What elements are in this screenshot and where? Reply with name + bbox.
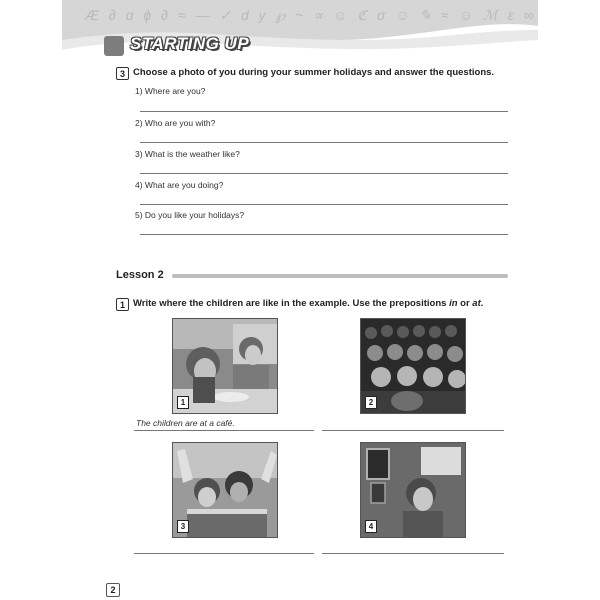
- photo-number: 3: [177, 520, 189, 533]
- photo-child-museum: [360, 442, 466, 538]
- instruction-text: Write where the children are like in the example. Use the prepositions: [133, 298, 450, 309]
- answer-line-2[interactable]: [140, 142, 508, 143]
- page-number: 2: [106, 583, 120, 597]
- exercise-number-box: 1: [116, 298, 129, 311]
- photo-children-cafe: [172, 318, 278, 414]
- preposition-in: in: [449, 298, 458, 309]
- answer-line-photo-3[interactable]: [134, 553, 314, 554]
- preposition-at: at: [472, 298, 481, 309]
- section-marker-block: [104, 36, 124, 56]
- lesson-title: Lesson 2: [116, 269, 164, 281]
- photo-children-ride: [172, 442, 278, 538]
- instruction-text: .: [480, 298, 484, 309]
- answer-line-photo-1[interactable]: [134, 430, 314, 431]
- photo-children-cinema: [360, 318, 466, 414]
- answer-line-3[interactable]: [140, 173, 508, 174]
- section-title: STARTING UP: [130, 34, 250, 53]
- exercise-number-box: 3: [116, 67, 129, 80]
- question-2: 2) Who are you with?: [135, 118, 216, 128]
- photo-number: 2: [365, 396, 377, 409]
- exercise-instruction: [133, 298, 483, 309]
- instruction-text: or: [457, 298, 473, 309]
- question-3: 3) What is the weather like?: [135, 149, 240, 159]
- answer-line-photo-4[interactable]: [322, 553, 504, 554]
- answer-line-5[interactable]: [140, 234, 508, 235]
- answer-line-4[interactable]: [140, 204, 508, 205]
- question-5: 5) Do you like your holidays?: [135, 210, 245, 220]
- question-4: 4) What are you doing?: [135, 180, 224, 190]
- photo-number: 4: [365, 520, 377, 533]
- example-answer: The children are at a café.: [136, 418, 235, 428]
- photo-number: 1: [177, 396, 189, 409]
- question-1: 1) Where are you?: [135, 86, 206, 96]
- exercise-instruction: Choose a photo of you during your summer holidays and answer the questions.: [133, 67, 495, 78]
- answer-line-photo-2[interactable]: [322, 430, 504, 431]
- header-doodles: Æ ∂ ɑ ɸ ∂ ≈ — ✓ d y ℘ ~ ∝ ☺ ℭ σ ☺ ✎ ≈ ☺ ℳ ɛ ∞: [85, 7, 537, 23]
- answer-line-1[interactable]: [140, 111, 508, 112]
- lesson-divider: [172, 274, 508, 278]
